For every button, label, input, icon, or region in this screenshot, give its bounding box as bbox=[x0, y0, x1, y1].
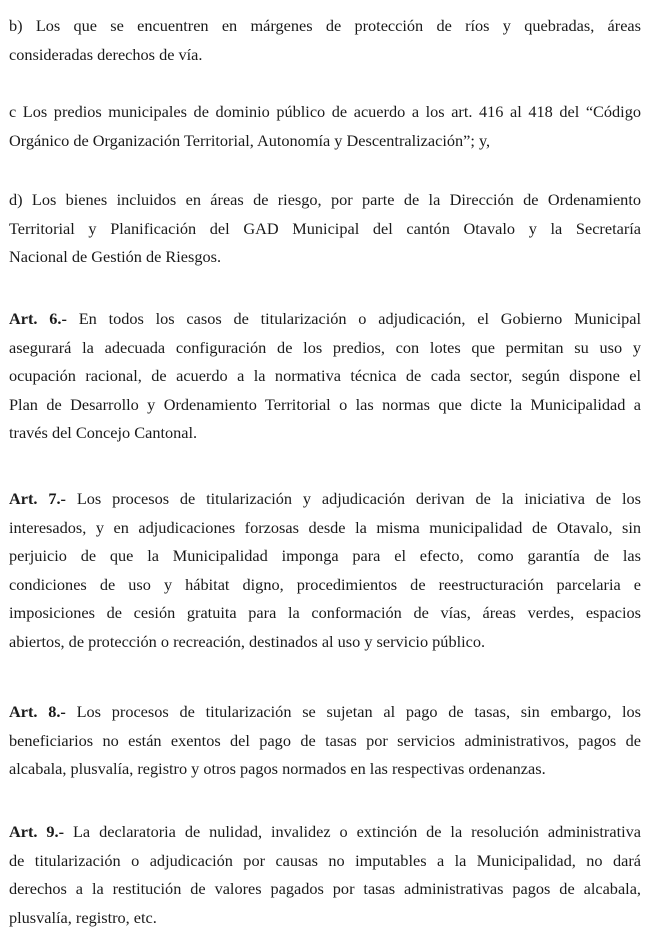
article-9 bbox=[9, 818, 641, 932]
text-line: de titularización o adjudicación por causas no imputables a la Municipalidad, no dará bbox=[9, 850, 641, 870]
article-text: En todos los casos de titularización o adjudicación, el Gobierno Municipal bbox=[66, 309, 642, 328]
article-label: Art. 9.- bbox=[9, 822, 65, 841]
text-line: Territorial y Planificación del GAD Municipal del cantón Otavalo y la Secretaría bbox=[9, 218, 641, 238]
paragraph-b bbox=[9, 12, 641, 69]
article-label: Art. 8.- bbox=[9, 702, 66, 721]
text-line: abiertos, de protección o recreación, destinados al uso y servicio público. bbox=[9, 631, 486, 651]
text-line bbox=[9, 485, 641, 514]
paragraph-d bbox=[9, 186, 641, 272]
text-line: derechos a la restitución de valores pagados por tasas administrativas pagos de alcabala, bbox=[9, 879, 641, 898]
article-6 bbox=[9, 305, 641, 448]
text-line: d) Los bienes incluidos en áreas de riesgo, por parte de la Dirección de Ordenamiento bbox=[9, 190, 641, 209]
article-7 bbox=[9, 485, 641, 656]
text-line: imposiciones de cesión gratuita para la conformación de vías, áreas verdes, espacios bbox=[9, 603, 641, 622]
text-line bbox=[9, 818, 641, 847]
article-text: La declaratoria de nulidad, invalidez o extinción de la resolución administrativa bbox=[64, 822, 641, 841]
article-text: Los procesos de titularización y adjudicación derivan de la iniciativa de los bbox=[65, 489, 641, 508]
text-line: consideradas derechos de vía. bbox=[9, 44, 203, 64]
paragraph-c bbox=[9, 98, 641, 155]
text-line: Orgánico de Organización Territorial, Autonomía y Descentralización”; y, bbox=[9, 130, 491, 150]
text-line: ocupación racional, de acuerdo a la normativa técnica de cada sector, según dispone el bbox=[9, 366, 641, 385]
text-line: alcabala, plusvalía, registro y otros pagos normados en las respectivas ordenanzas. bbox=[9, 759, 546, 778]
article-text: Los procesos de titularización se sujetan al pago de tasas, sin embargo, los bbox=[65, 702, 641, 721]
article-label: Art. 7.- bbox=[9, 489, 66, 508]
text-line bbox=[9, 305, 641, 334]
text-line: asegurará la adecuada configuración de los predios, con lotes que permitan su uso y bbox=[9, 337, 641, 357]
text-line: c Los predios municipales de dominio público de acuerdo a los art. 416 al 418 del “Código bbox=[9, 102, 641, 121]
text-line: b) Los que se encuentren en márgenes de protección de ríos y quebradas, áreas bbox=[9, 16, 641, 35]
text-line: interesados, y en adjudicaciones forzosas desde la misma municipalidad de Otavalo, sin bbox=[9, 517, 641, 537]
article-label: Art. 6.- bbox=[9, 309, 67, 328]
text-line: plusvalía, registro, etc. bbox=[9, 907, 157, 927]
text-line: perjuicio de que la Municipalidad imponga para el efecto, como garantía de las bbox=[9, 546, 641, 565]
text-line: beneficiarios no están exentos del pago de tasas por servicios administrativos, pagos de bbox=[9, 730, 641, 750]
text-line bbox=[9, 698, 641, 727]
text-line: Nacional de Gestión de Riesgos. bbox=[9, 247, 222, 266]
text-line: Plan de Desarrollo y Ordenamiento Territorial o las normas que dicte la Municipalidad a bbox=[9, 394, 641, 414]
text-line: través del Concejo Cantonal. bbox=[9, 423, 198, 442]
article-8 bbox=[9, 698, 641, 784]
text-line: condiciones de uso y hábitat digno, procedimientos de reestructuración parcelaria e bbox=[9, 574, 641, 594]
